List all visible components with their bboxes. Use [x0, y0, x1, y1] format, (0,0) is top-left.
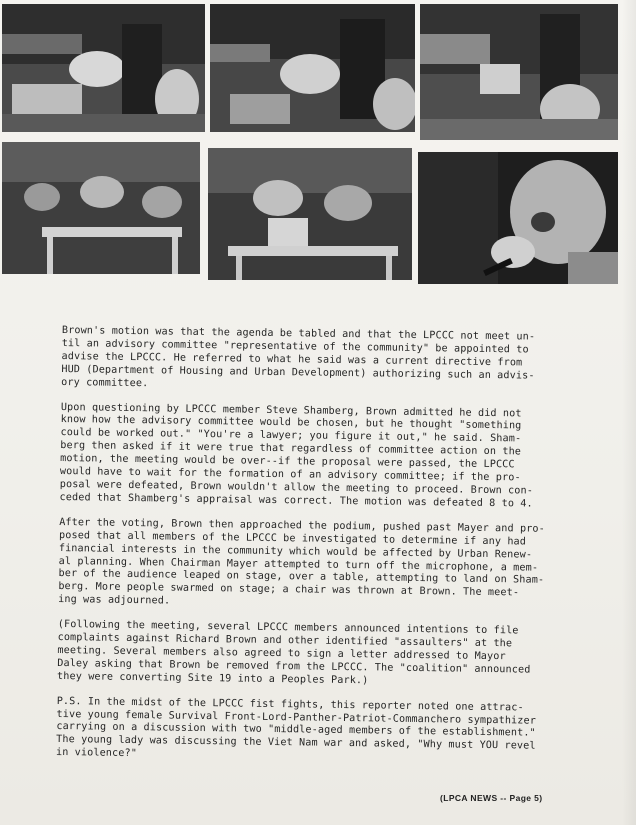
article-paragraph-questioning: Upon questioning by LPCCC member Steve Shamberg, Brown admitted he did not know how the advisory committee would be chosen, but he thought "something could be worked out." "You're a lawyer; you figure it out," he said. Sham- berg then asked if it were true that regardless of committee action on the motion, the meeting would be over--if the proposal were passed, the LPCCC would have to wait for the formation of an advisory committee; if the pro- posal were defeated, Brown wouldn't allow the meeting to proceed. Brown con- ceded that Shamberg's appraisal was correct. The motion was defeated 8 to 4. [59, 401, 534, 510]
article-paragraph-voting: After the voting, Brown then approached the podium, pushed past Mayer and pro- posed that all members of the LPCCC be investigated to determine if any had financial interests in the community which would be affected by Urban Renew- al planning. When Chairman Mayer attempted to turn off the microphone, a mem- ber of the audience leaped on stage, over a table, attempting to land on Sham- berg. More people swarmed on stage; a chair was thrown at Brown. The meet- ing was adjourned. [58, 516, 545, 607]
article-body [56, 325, 552, 779]
photo-chair-raised [420, 4, 618, 140]
article-paragraph-following: (Following the meeting, several LPCCC members announced intentions to file complaints against Richard Brown and other identified "assaulters" at the meeting. Several members also agreed to sign a letter addressed to Mayor Daley asking that Brown be removed from the LPCCC. The "coalition" announced they were converting Site 19 into a Peoples Park.) [57, 619, 531, 687]
photo-table-on-stage [208, 148, 412, 280]
article-paragraph-postscript: P.S. In the midst of the LPCCC fist fights, this reporter noted one attrac- tive young female Survival Front-Lord-Panther-Patriot-Commanchero sympathizer carrying on a discussion with two "middle-aged members of the establishment." The young lady was discussing the Viet Nam war and asked, "Why must YOU revel in violence?" [55, 695, 537, 760]
photo-table-on-stage-icon [208, 148, 412, 280]
page-edge-shadow [622, 0, 636, 825]
photo-crowd-on-stage [210, 4, 415, 132]
photo-chair-raised-icon [420, 4, 618, 140]
photo-audience-at-table [2, 142, 200, 274]
photo-man-at-microphone-icon [418, 152, 618, 284]
article-paragraph-motion: Brown's motion was that the agenda be tabled and that the LPCCC not meet un- til an advisory committee "representative of the community" be appointed to advise the LPCCC. He referred to what he said was a current directive from HUD (Department of Housing and Urban Development) authorizing such an advis- ory committee. [61, 325, 536, 389]
photo-man-at-microphone [418, 152, 618, 284]
photo-audience-at-table-icon [2, 142, 200, 274]
photo-speaker-at-podium-icon [2, 4, 205, 132]
photo-grid [2, 4, 618, 280]
page-footer: (LPCA NEWS -- Page 5) [440, 793, 543, 803]
photo-crowd-on-stage-icon [210, 4, 415, 132]
photo-speaker-at-podium [2, 4, 205, 132]
